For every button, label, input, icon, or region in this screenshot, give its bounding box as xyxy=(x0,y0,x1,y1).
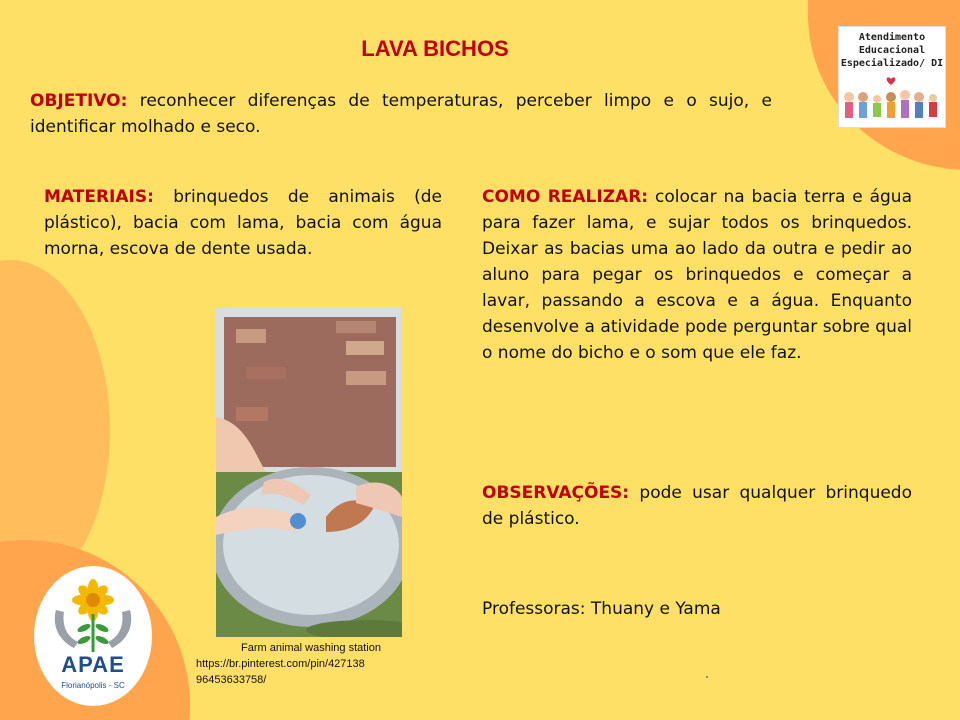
how-to-label: COMO REALIZAR: xyxy=(482,187,649,207)
activity-photo xyxy=(216,307,402,637)
observations-text: pode usar qualquer brinquedo de plástico. xyxy=(482,483,912,529)
apae-city: Florianópolis - SC xyxy=(61,681,125,690)
children-drawing-icon xyxy=(839,27,945,127)
sunflower-hands-icon xyxy=(34,570,152,660)
how-to-text: colocar na bacia terra e água para fazer lama, e sujar todos os brinquedos. Deixar as bacias uma ao lado da outra e pedir ao aluno para pegar os brinquedos e começar a lavar, passando a escova e a água. Enquanto desenvolve a atividade pode perguntar sobre qual o nome do bicho e o som que ele faz. xyxy=(482,187,912,363)
aee-logo xyxy=(838,26,946,128)
photo-caption-url-line2: 96453633758/ xyxy=(196,674,267,686)
objective-paragraph xyxy=(30,88,772,140)
aee-logo-line1: Atendimento xyxy=(858,32,926,43)
washing-photo-illustration xyxy=(216,307,402,637)
photo-caption-url-line1: https://br.pinterest.com/pin/427138 xyxy=(196,658,365,670)
aee-logo-line2: Educacional xyxy=(858,45,926,56)
teachers-line: Professoras: Thuany e Yama xyxy=(482,599,721,619)
photo-caption xyxy=(196,640,426,688)
aee-logo-line3: Especializado/ DI xyxy=(840,58,944,69)
objective-text: reconhecer diferenças de temperaturas, perceber limpo e o sujo, e identificar molhado e seco. xyxy=(30,91,772,137)
photo-caption-title: Farm animal washing station xyxy=(240,642,381,654)
stray-dot xyxy=(706,676,708,678)
objective-label: OBJETIVO: xyxy=(30,91,128,111)
how-to-paragraph xyxy=(482,184,912,366)
materials-label: MATERIAIS: xyxy=(44,187,154,207)
apae-name: APAE xyxy=(61,652,125,677)
observations-label: OBSERVAÇÕES: xyxy=(482,483,630,503)
materials-text: brinquedos de animais (de plástico), bacia com lama, bacia com água morna, escova de dente usada. xyxy=(44,187,442,259)
page-title: LAVA BICHOS xyxy=(361,36,509,61)
materials-paragraph xyxy=(44,184,442,262)
observations-paragraph xyxy=(482,480,912,532)
